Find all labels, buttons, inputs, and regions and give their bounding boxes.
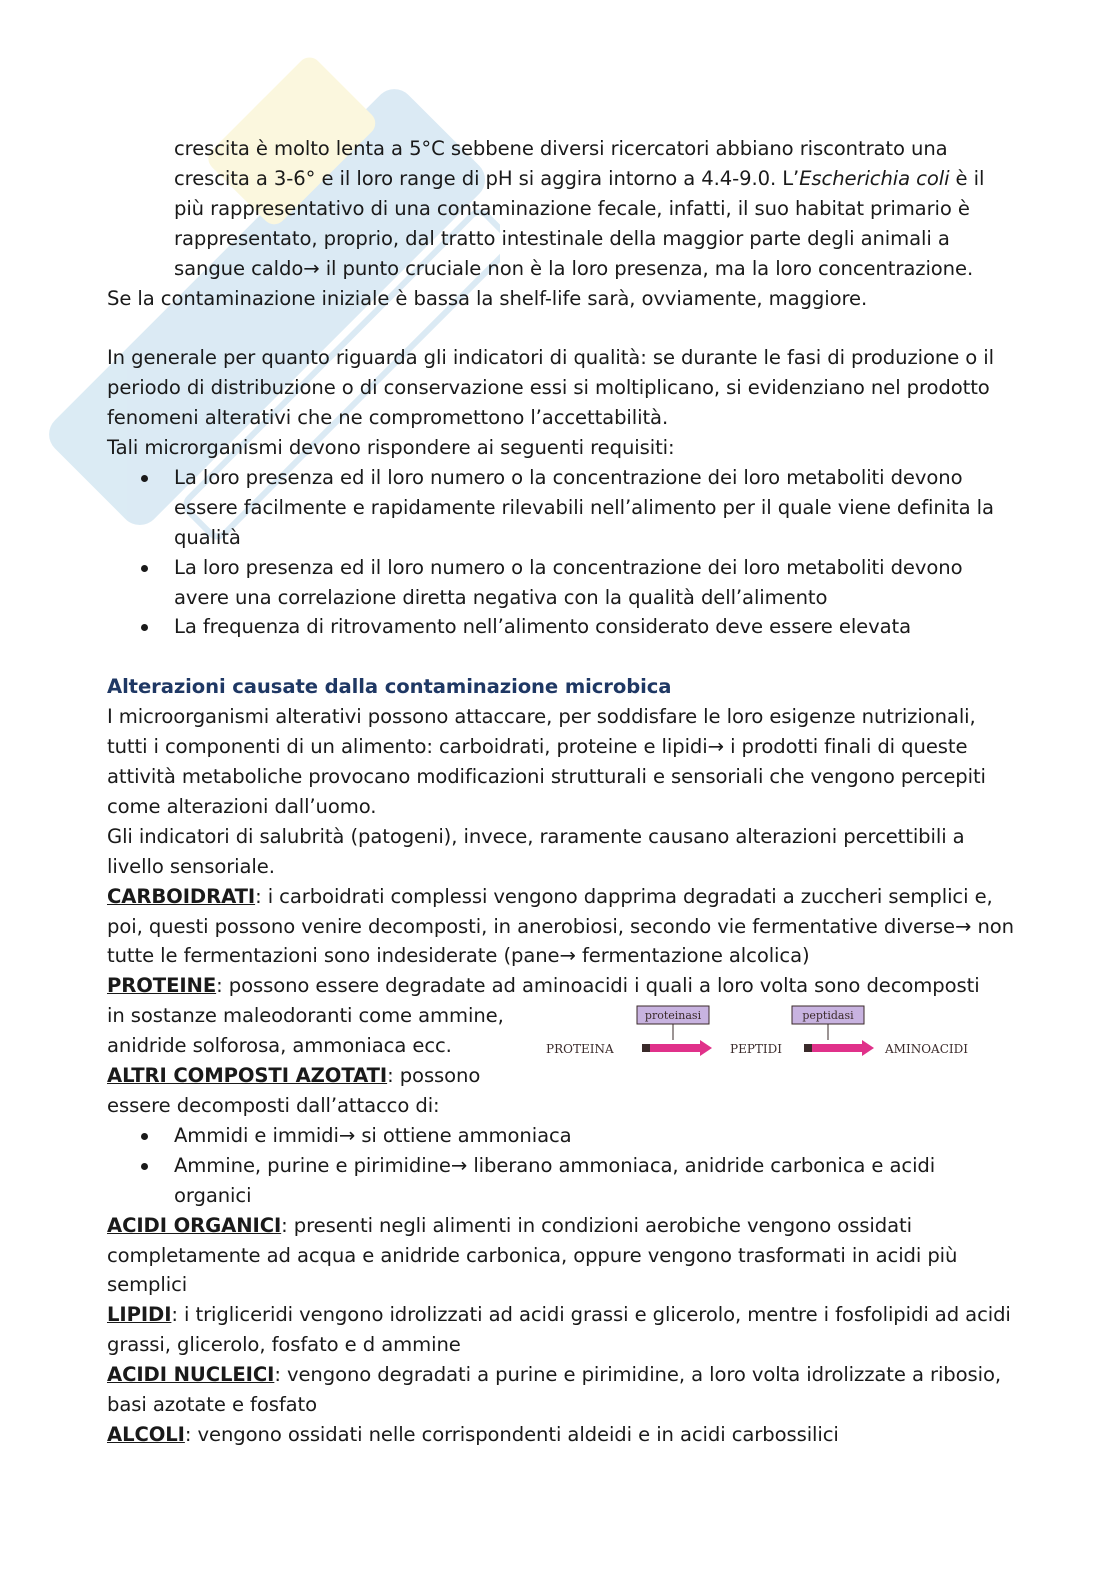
paragraph-acidi-organici <box>107 1211 1017 1301</box>
paragraph-requirements-intro: Tali microrganismi devono rispondere ai seguenti requisiti: <box>107 436 675 460</box>
list-item: La loro presenza ed il loro numero o la concentrazione dei loro metaboliti devono essere facilmente e rapidamente rilevabili nell’alimento per il quale viene definita la qualità <box>107 463 1017 553</box>
acidi-nucleici-text: : vengono degradati a purine e pirimidine, a loro volta idrolizzate a ribosio, basi azotate e fosfato <box>107 1363 1001 1417</box>
requirements-list <box>107 463 1017 642</box>
paragraph-carboidrati <box>107 882 1017 972</box>
diagram-label-peptidi: PEPTIDI <box>730 1042 783 1056</box>
acidi-organici-text: : presenti negli alimenti in condizioni aerobiche vengono ossidati completamente ad acqua e anidride carbonica, oppure vengono trasformati in acidi più semplici <box>107 1213 958 1297</box>
alcoli-text: : vengono ossidati nelle corrispondenti aldeidi e in acidi carbossilici <box>184 1422 839 1446</box>
paragraph-alcoli <box>107 1420 1017 1450</box>
diagram-label-proteinasi: proteinasi <box>644 1009 702 1022</box>
term-carboidrati: CARBOIDRATI <box>107 884 256 908</box>
arrow-shaft-2 <box>812 1044 862 1052</box>
paragraph-shelf-life: Se la contaminazione iniziale è bassa la shelf-life sarà, ovviamente, maggiore. <box>107 286 868 310</box>
proteine-text-1: : possono essere degradate ad aminoacidi i quali a loro volta sono decomposti <box>216 974 980 998</box>
arrow-shaft-1 <box>650 1044 700 1052</box>
ecoli-text-2: è il più rappresentativo di una contaminazione fecale, infatti, il suo habitat primario è rappresentato, proprio, dal tratto intestinale della maggior parte degli animali a sangue caldo <box>174 166 985 280</box>
ecoli-text-1: crescita è molto lenta a 5°C sebbene diversi ricercatori abbiano riscontrato una crescita a 3-6° e il loro range di pH si aggira intorno a 4.4-9.0. L’ <box>174 137 948 190</box>
paragraph-acidi-nucleici <box>107 1360 1017 1420</box>
azotati-item-1-text-1: Ammidi e immidi <box>174 1123 339 1147</box>
term-altri-azotati: ALTRI COMPOSTI AZOTATI <box>107 1064 388 1088</box>
azotati-item-2-text-2: liberano ammoniaca, anidride carbonica e acidi organici <box>174 1153 936 1207</box>
diagram-label-peptidasi: peptidasi <box>802 1009 854 1022</box>
lipidi-text: : i trigliceridi vengono idrolizzati ad acidi grassi e glicerolo, mentre i fosfolipidi ad acidi grassi, glicerolo, fosfato e d ammine <box>107 1303 1011 1357</box>
carboidrati-text-2: non tutte le fermentazioni sono indesiderate (pane <box>107 914 1014 968</box>
alt-text-2: i prodotti finali di queste attività metaboliche provocano modificazioni strutturali e sensoriali che vengono percepiti come alterazioni dall’uomo. <box>107 735 986 818</box>
azotati-item-1-text-2: si ottiene ammoniaca <box>355 1123 572 1147</box>
list-item: La loro presenza ed il loro numero o la concentrazione dei loro metaboliti devono avere una correlazione diretta negativa con la qualità dell’alimento <box>107 553 1017 613</box>
alt-text-1: I microorganismi alterativi possono attaccare, per soddisfare le loro esigenze nutrizionali, tutti i componenti di un alimento: carboidrati, proteine e lipidi <box>107 705 976 759</box>
altri-azotati-line-2: essere decomposti dall’attacco di: <box>107 1093 440 1117</box>
list-item: La frequenza di ritrovamento nell’alimento considerato deve essere elevata <box>107 612 1017 642</box>
section-heading: Alterazioni causate dalla contaminazione microbica <box>107 675 672 699</box>
term-proteine: PROTEINE <box>107 974 217 998</box>
azotati-list <box>107 1121 1017 1211</box>
arrow-right-icon: → <box>450 1153 468 1177</box>
diagram-label-proteina: PROTEINA <box>546 1042 614 1056</box>
term-lipidi: LIPIDI <box>107 1303 172 1327</box>
arrow-tail-1 <box>642 1044 650 1052</box>
document-body <box>107 134 1017 1450</box>
altri-azotati-text-1: : possono <box>387 1064 481 1088</box>
arrow-right-icon: → <box>338 1123 356 1147</box>
ecoli-text-3: il punto cruciale non è la loro presenza, ma la loro concentrazione. <box>319 256 974 280</box>
paragraph-quality-intro: In generale per quanto riguarda gli indicatori di qualità: se durante le fasi di produzione o il periodo di distribuzione o di conservazione essi si moltiplicano, si evidenziano nel prodotto fenomeni alterativi che ne compromettono l’accettabilità. <box>107 346 994 430</box>
proteine-line-3: anidride solforosa, ammoniaca ecc. <box>107 1034 452 1058</box>
carboidrati-text-1: : i carboidrati complessi vengono dapprima degradati a zuccheri semplici e, poi, questi possono venire decomposti, in anerobiosi, secondo vie fermentative diverse <box>107 884 993 938</box>
arrow-right-icon <box>862 1040 874 1056</box>
arrow-right-icon: → <box>707 735 724 759</box>
proteine-line-2: in sostanze maleodoranti come ammine, <box>107 1004 504 1028</box>
paragraph-lipidi <box>107 1300 1017 1360</box>
arrow-right-icon: → <box>303 256 320 280</box>
paragraph-alterations <box>107 702 1017 822</box>
paragraph-ecoli <box>107 134 1017 284</box>
carboidrati-text-3: fermentazione alcolica) <box>575 944 810 968</box>
list-item <box>107 1121 1017 1151</box>
arrow-tail-2 <box>804 1044 812 1052</box>
azotati-item-2-text-1: Ammine, purine e pirimidine <box>174 1153 451 1177</box>
list-item <box>107 1151 1017 1211</box>
arrow-right-icon <box>700 1040 712 1056</box>
arrow-right-icon: → <box>955 914 972 938</box>
paragraph-salubrity: Gli indicatori di salubrità (patogeni), invece, raramente causano alterazioni percettibili a livello sensoriale. <box>107 824 965 878</box>
paragraph-proteine <box>107 971 1017 1001</box>
term-acidi-organici: ACIDI ORGANICI <box>107 1213 282 1237</box>
term-acidi-nucleici: ACIDI NUCLEICI <box>107 1363 275 1387</box>
term-alcoli: ALCOLI <box>107 1422 185 1446</box>
species-name: Escherichia coli <box>799 166 950 190</box>
protein-degradation-diagram <box>540 1000 980 1080</box>
diagram-label-aminoacidi: AMINOACIDI <box>885 1042 968 1056</box>
arrow-right-icon: → <box>559 944 576 968</box>
